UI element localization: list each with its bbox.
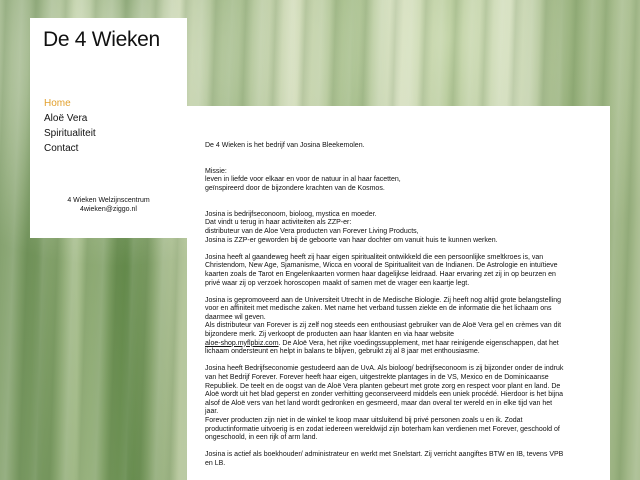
spiritual-paragraph: [205, 254, 597, 288]
text-line: productinformatie uitvoerig is en zodat iedereen wereldwijd zijn boterham kan verdienen met Forever, geschoold of: [205, 425, 560, 433]
text-line: Josina is gepromoveerd aan de Universiteit Utrecht in de Medische Biologie. Zij heeft nog altijd grote belangstelling: [205, 296, 562, 304]
site-title: De 4 Wieken: [43, 28, 160, 51]
text-line: Forever producten zijn niet in de winkel te koop maar uitsluitend bij privé personen zoals u en ik. Zodat: [205, 417, 523, 424]
spacer: [205, 159, 597, 168]
main-nav: [44, 96, 96, 156]
text-line: Christendom, New Age, Sjamanisme, Wicca en vooral de Spiritualiteit van de Indianen. De Astrologie en intuïtieve: [205, 262, 558, 270]
missie-line: geïnspireerd door de bijzondere krachten van de Kosmos.: [205, 184, 385, 192]
text-line: daarmee wil geven.: [205, 313, 266, 321]
nav-item-spiritualiteit[interactable]: Spiritualiteit: [44, 128, 96, 139]
contact-info: [30, 196, 187, 214]
text-line: jaar.: [205, 408, 219, 416]
text-line: Josina heeft Bedrijfseconomie gestudeerd aan de UvA. Als bioloog/ bedrijfseconoom is zij bijzonder onder de indruk: [205, 365, 564, 373]
intro-text: De 4 Wieken is het bedrijf van Josina Bleekemolen.: [205, 142, 365, 149]
text-line: Josina is ZZP-er geworden bij de geboorte van haar dochter om vanuit huis te kunnen werken.: [205, 236, 498, 244]
economie-paragraph: [205, 365, 597, 442]
text-line: alsof de Aloë vers van het land wordt gedronken en gesmeerd, maar dan overal ter wereld en in elke tijd van het: [205, 399, 553, 407]
contact-email: 4wieken@ziggo.nl: [80, 206, 137, 213]
text-line: voor en affiniteit met medische zaken. Met name het verband tussen ziekte en de informatie die het lichaam ons: [205, 305, 552, 313]
text-line: Josina heeft al gaandeweg heeft zij haar eigen spiritualiteit ontwikkeld die een persoonlijke smeltkroes is, van: [205, 253, 544, 261]
nav-item-home[interactable]: Home: [44, 98, 71, 109]
text-line: van het Bedrijf Forever. Forever heeft haar eigen, uitgestrekte plantages in de VS, Mexico en de Dominicaanse: [205, 374, 549, 382]
text-line: distributeur van de Aloe Vera producten van Forever Living Products,: [205, 227, 419, 235]
text-line: kaarten zoals de Tarot en Engelenkaarten vormen haar dagelijkse leidraad. Haar ervaring zet zij in op beurzen en: [205, 270, 556, 278]
missie-title: Missie:: [205, 167, 227, 175]
text-line: Republiek. De teelt en de oogst van de Aloë Vera planten gebeurt met grote zorg en respect voor plant en land. De: [205, 382, 561, 390]
aloe-shop-link[interactable]: aloe-shop.myflpbiz.com: [205, 339, 279, 347]
text-line: Dat vindt u terug in haar activiteiten als ZZP-er:: [205, 219, 352, 227]
text-line: bijzondere merk. Zij verkoopt de producten aan haar klanten en via haar website: [205, 331, 455, 339]
spacer: [205, 202, 597, 211]
company-name: 4 Wieken Welzijnscentrum: [67, 197, 150, 204]
text-line: . De Aloë Vera, het rijke voedingssupplement, met haar reinigende eigenschappen, dat het: [278, 339, 559, 347]
nav-item-contact[interactable]: Contact: [44, 143, 79, 154]
text-line: Aloë wordt uit het blad geperst en zonder verhitting geconserveerd middels een uniek procédé. Hierdoor is het bijna: [205, 391, 563, 399]
main-content: [205, 142, 597, 477]
missie-paragraph: [205, 168, 597, 194]
missie-line: leven in liefde voor elkaar en voor de natuur in al haar facetten,: [205, 176, 401, 184]
text-line: Josina is bedrijfseconoom, bioloog, mystica en moeder.: [205, 210, 377, 218]
text-line: Josina is actief als boekhouder/ administrateur en werkt met Snelstart. Zij verricht aangiftes BTW en IB, tevens VPB: [205, 451, 564, 459]
bio-paragraph: [205, 297, 597, 357]
josina-paragraph: [205, 211, 597, 245]
text-line: en LB.: [205, 459, 226, 467]
main-content-panel: [187, 106, 610, 480]
text-line: Als distributeur van Forever is zij zelf nog steeds een enthousiast gebruiker van de Aloë Vera gel en crèmes van dit: [205, 322, 562, 330]
text-line: ongeschoold, in een rijk of arm land.: [205, 434, 318, 442]
nav-item-aloe-vera[interactable]: Aloë Vera: [44, 113, 88, 124]
text-line: privé waar zij op verzoek horoscopen maakt of samen met de vrager een kaartje legt.: [205, 279, 470, 287]
admin-paragraph: [205, 451, 597, 468]
sidebar-panel: [30, 18, 187, 238]
text-line: lichaam ondersteunt en helpt in balans te blijven, gebruikt zij al 8 jaar met enthousiasme.: [205, 348, 480, 356]
